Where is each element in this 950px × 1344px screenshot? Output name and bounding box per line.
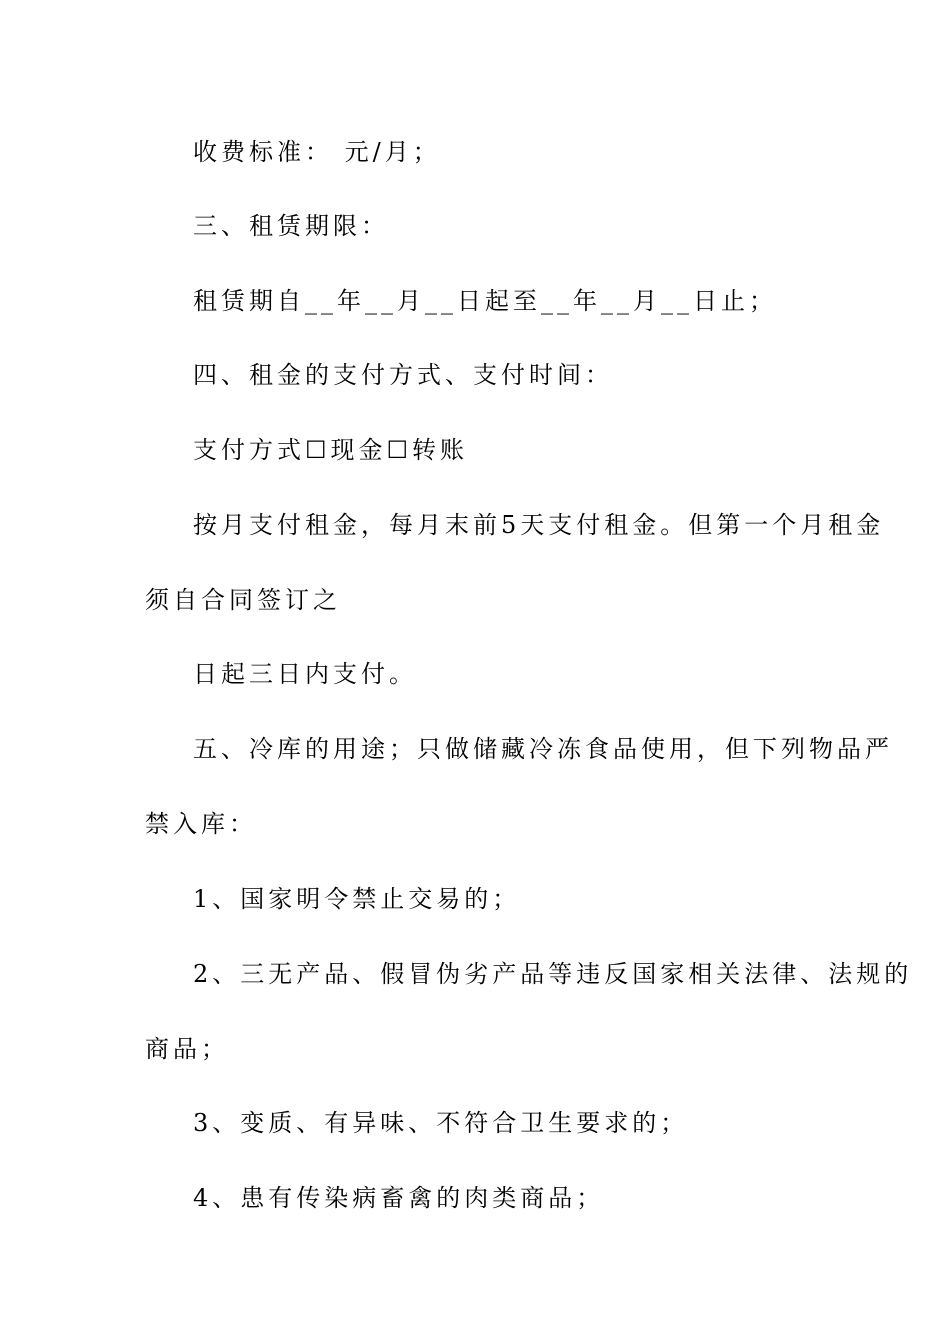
fee-standard-line: 收费标准： 元/月； [193,138,441,166]
prohibited-item-4: 4、患有传染病畜禽的肉类商品； [193,1184,605,1212]
section-3-heading: 三、租赁期限： [193,212,389,240]
prohibited-item-2-line-1: 2、三无产品、假冒伪劣产品等违反国家相关法律、法规的 [193,960,913,988]
lease-term-line: 租赁期自__年__月__日起至__年__月__日止； [193,287,777,315]
payment-paragraph-line-1: 按月支付租金，每月末前5天支付租金。但第一个月租金 [193,511,885,539]
payment-paragraph-line-3: 日起三日内支付。 [193,660,417,688]
section-5-line-1: 五、冷库的用途；只做储藏冷冻食品使用，但下列物品严 [193,735,893,763]
payment-paragraph-line-2: 须自合同签订之 [145,586,341,614]
prohibited-item-3: 3、变质、有异味、不符合卫生要求的； [193,1109,689,1137]
section-4-heading: 四、租金的支付方式、支付时间： [193,361,613,389]
section-5-line-2: 禁入库： [145,810,257,838]
payment-method-line: 支付方式☐现金☐转账 [193,436,469,464]
prohibited-item-1: 1、国家明令禁止交易的； [193,885,521,913]
prohibited-item-2-line-2: 商品； [145,1035,229,1063]
